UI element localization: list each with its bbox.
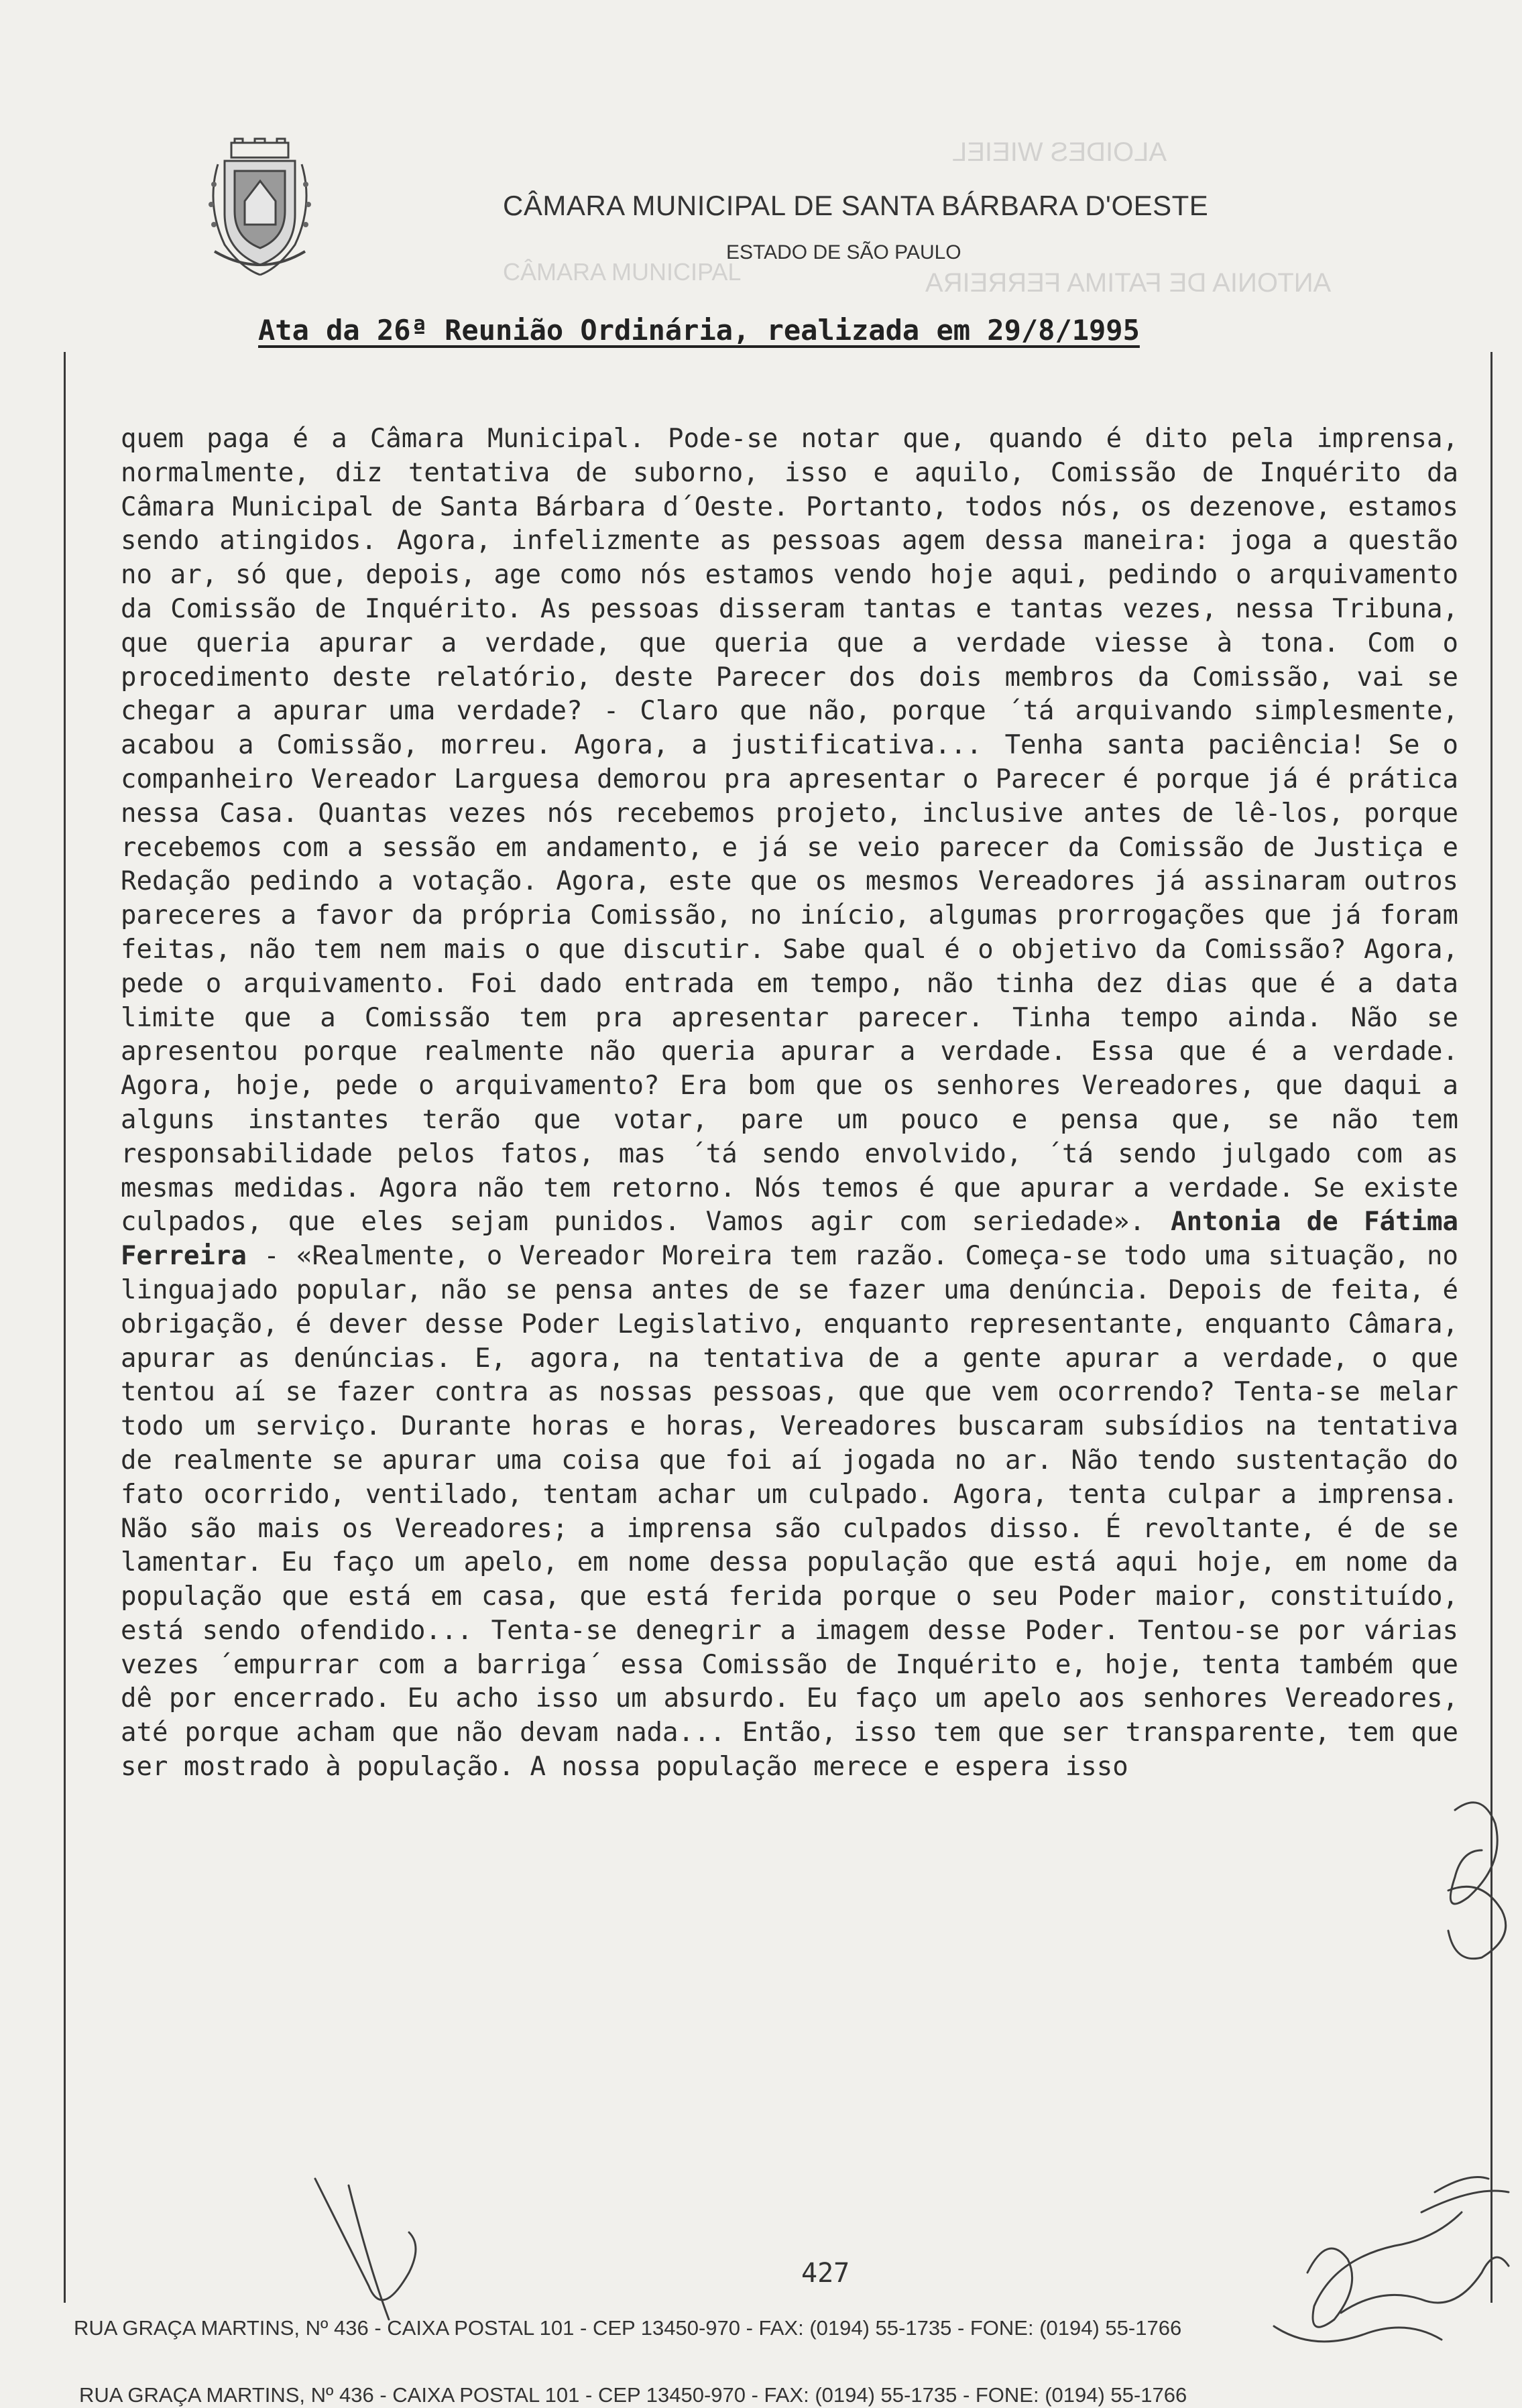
speech-text: - «Realmente, o Vereador Moreira tem razão. Começa-se todo uma situação, no linguajado popular, não se pensa antes de se fazer uma denúncia. Depois de feita, é obrigação, é dever desse Poder Legislativo, enquanto representante, enquanto Câmara, apurar as denúncias. E, agora, na tentativa de a gente apurar a verdade, o que tentou aí se fazer contra as nossas pessoas, que que vem ocorrendo? Tenta-se melar todo um serviço. Durante horas e horas, Vereadores buscaram subsídios na tentativa de realmente se apurar uma coisa que foi aí jogada no ar. Não tendo sustentação do fato ocorrido, ventilado, tentam achar um culpado. Agora, tenta culpar a imprensa. Não são mais os Vereadores; a imprensa são culpados disso. É revoltante, é de se lamentar. Eu faço um apelo, em nome dessa população que está aqui hoje, em nome da população que está em casa, que está ferida porque o seu Poder maior, constituído, está sendo ofendido... Tenta-se denegrir a imagem desse Poder. Tentou-se por várias vezes ´empurrar com a barriga´ essa Comissão de Inquérito e, hoje, tenta também que dê por encerrado. Eu acho isso um absurdo. Eu faço um apelo aos senhores Vereadores, até porque acham que não devam nada... Então, isso tem que ser transparente, tem que ser mostrado à população. A nossa população merece e espera isso [121, 1241, 1458, 1783]
show-through-text: ANTONIA DE FATIMA FERREIRA [925, 268, 1332, 298]
body-paragraph [121, 422, 1458, 1785]
show-through-text: CÂMARA MUNICIPAL [503, 258, 742, 286]
minutes-title: Ata da 26ª Reunião Ordinária, realizada em 29/8/1995 [258, 314, 1140, 347]
speech-text: quem paga é a Câmara Municipal. Pode-se notar que, quando é dito pela imprensa, normalmente, diz tentativa de suborno, isso e aquilo, Comissão de Inquérito da Câmara Municipal de Santa Bárbara d´Oeste. Portanto, todos nós, os dezenove, estamos sendo atingidos. Agora, infelizmente as pessoas agem dessa maneira: joga a questão no ar, só que, depois, age como nós estamos vendo hoje aqui, pedindo o arquivamento da Comissão de Inquérito. As pessoas disseram tantas e tantas vezes, nessa Tribuna, que queria apurar a verdade, que queria que a verdade viesse à tona. Com o procedimento deste relatório, deste Parecer dos dois membros da Comissão, vai se chegar a apurar uma verdade? - Claro que não, porque ´tá arquivando simplesmente, acabou a Comissão, morreu. Agora, a justificativa... Tenha santa paciência! Se o companheiro Vereador Larguesa demorou pra apresentar o Parecer é porque já é prática nessa Casa. Quantas vezes nós recebemos projeto, inclusive antes de lê-los, porque recebemos com a sessão em andamento, e já se veio parecer da Comissão de Justiça e Redação pedindo a votação. Agora, este que os mesmos Vereadores já assinaram outros pareceres a favor da própria Comissão, no início, algumas prorrogações que já foram feitas, não tem nem mais o que discutir. Sabe qual é o objetivo da Comissão? Agora, pede o arquivamento. Foi dado entrada em tempo, não tinha dez dias que é a data limite que a Comissão tem pra apresentar parecer. Tinha tempo ainda. Não se apresentou porque realmente não queria apurar a verdade. Essa que é a verdade. Agora, hoje, pede o arquivamento? Era bom que os senhores Vereadores, que daqui a alguns instantes terão que votar, pare um pouco e pensa que, se não tem responsabilidade pelos fatos, mas ´tá sendo envolvido, ´tá sendo julgado com as mesmas medidas. Agora não tem retorno. Nós temos é que apurar a verdade. Se existe culpados, que eles sejam punidos. Vamos agir com seriedade». [121, 424, 1458, 1238]
show-through-text: ALOIDES WIEIEL [952, 137, 1167, 167]
municipal-coat-of-arms-icon [204, 137, 315, 282]
footer-address-show-through: RUA GRAÇA MARTINS, Nº 436 - CAIXA POSTAL 101 - CEP 13450-970 - FAX: (0194) 55-1735 - FONE: (0194) 55-1766 [79, 2383, 1187, 2407]
institution-name: CÂMARA MUNICIPAL DE SANTA BÁRBARA D'OESTE [503, 190, 1209, 221]
minutes-body [121, 422, 1458, 1785]
state-name: ESTADO DE SÃO PAULO [726, 241, 961, 263]
page-number: 427 [801, 2258, 850, 2289]
speaker-name: Antonia de Fátima Ferreira [121, 1207, 1458, 1272]
footer-address: RUA GRAÇA MARTINS, Nº 436 - CAIXA POSTAL 101 - CEP 13450-970 - FAX: (0194) 55-1735 - FONE: (0194) 55-1766 [74, 2316, 1182, 2340]
